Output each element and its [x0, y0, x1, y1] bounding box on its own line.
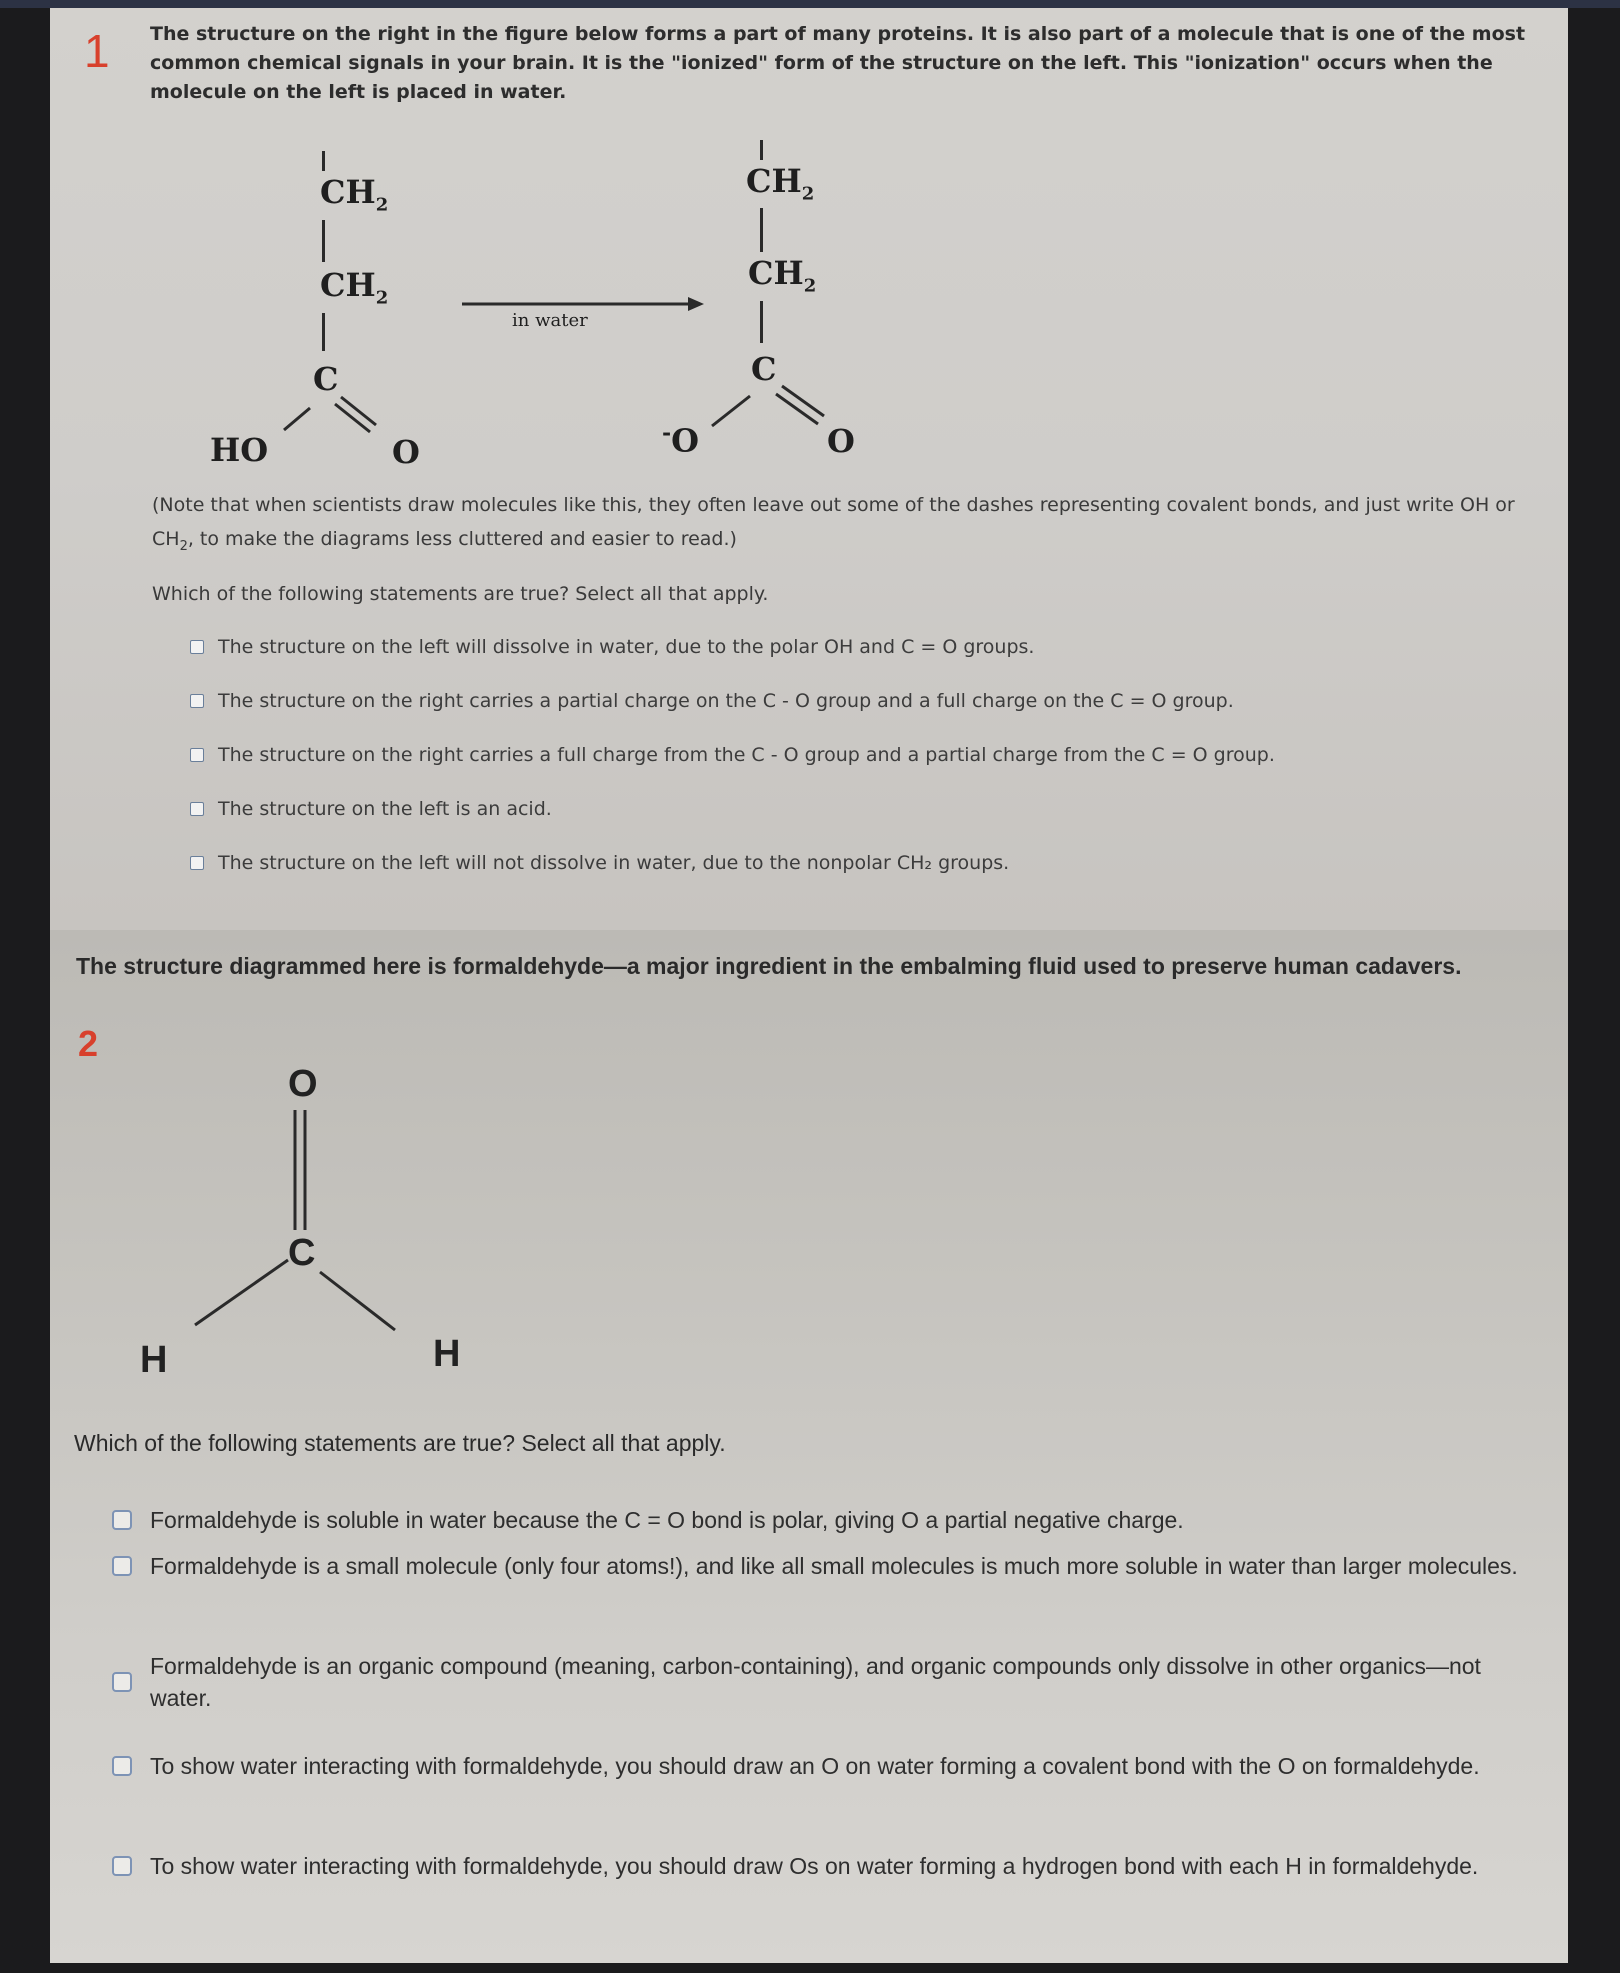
checkbox[interactable]	[190, 694, 204, 708]
checkbox[interactable]	[112, 1756, 132, 1776]
answer-option[interactable]	[190, 690, 1234, 712]
answer-option[interactable]	[112, 1750, 1532, 1782]
carbon-atom: C	[313, 360, 339, 398]
option-label: The structure on the right carries a partial charge on the C - O group and a full charge on the C = O group.	[218, 690, 1234, 712]
bond-line	[760, 301, 763, 343]
checkbox[interactable]	[190, 802, 204, 816]
ch2-group: $CH_2$	[746, 162, 815, 205]
question-prompt: Which of the following statements are true? Select all that apply.	[152, 583, 769, 605]
option-label: To show water interacting with formaldehyde, you should draw Os on water forming a hydrogen bond with each H in formaldehyde.	[150, 1853, 1479, 1879]
checkbox[interactable]	[190, 856, 204, 870]
ch2-group: $CH_2$	[748, 254, 817, 297]
question-intro: The structure on the right in the figure below forms a part of many proteins. It is also part of a molecule that is one of the most common chemical signals in your brain. It is the "ionized" form of the structure on the left. This "ionization" occurs when the molecule on the left is placed in water.	[150, 23, 1526, 103]
question-prompt: Which of the following statements are true? Select all that apply.	[74, 1430, 726, 1456]
answer-option[interactable]	[112, 1504, 1532, 1536]
answer-option[interactable]	[112, 1850, 1532, 1882]
option-label: The structure on the left is an acid.	[218, 798, 552, 820]
hydrogen-atom: H	[433, 1333, 461, 1375]
option-label: Formaldehyde is an organic compound (meaning, carbon-containing), and organic compounds only dissolve in other organics—not water.	[150, 1653, 1481, 1711]
checkbox[interactable]	[190, 640, 204, 654]
question-1-panel	[50, 8, 1568, 930]
option-label: To show water interacting with formaldehyde, you should draw an O on water forming a covalent bond with the O on formaldehyde.	[150, 1753, 1480, 1779]
ionized-oxygen: -O	[662, 420, 700, 460]
checkbox[interactable]	[112, 1510, 132, 1530]
note-text: (Note that when scientists draw molecules like this, they often leave out some of the dashes representing covalent bonds, and just write OH or $CH_2$, to make the diagrams less cluttered and easier to read.)	[152, 494, 1515, 554]
checkbox[interactable]	[112, 1856, 132, 1876]
checkbox[interactable]	[112, 1672, 132, 1692]
carbon-atom: C	[288, 1232, 316, 1274]
answer-option[interactable]	[190, 744, 1275, 766]
bond-line	[760, 208, 763, 252]
carbon-atom: C	[751, 350, 777, 388]
checkbox[interactable]	[190, 748, 204, 762]
checkbox[interactable]	[112, 1556, 132, 1576]
option-label: The structure on the right carries a full charge from the C - O group and a partial charge from the C = O group.	[218, 744, 1275, 766]
oxygen-atom: O	[827, 422, 855, 460]
answer-option[interactable]	[112, 1550, 1532, 1582]
answer-option[interactable]	[112, 1650, 1532, 1714]
answer-option[interactable]	[190, 852, 1009, 874]
bond-lines	[50, 8, 470, 488]
option-label: The structure on the left will not dissolve in water, due to the nonpolar CH₂ groups.	[218, 852, 1010, 874]
bond-lines	[50, 930, 570, 1390]
answer-option[interactable]	[190, 798, 552, 820]
question-number: 2	[78, 1023, 99, 1064]
question-intro: The structure diagrammed here is formaldehyde—a major ingredient in the embalming fluid used to preserve human cadavers.	[76, 953, 1462, 979]
top-bar	[0, 0, 1620, 8]
oxygen-atom: O	[288, 1063, 318, 1105]
oxygen-atom: O	[392, 433, 420, 471]
arrow-label: in water	[512, 310, 588, 331]
option-label: The structure on the left will dissolve in water, due to the polar OH and C = O groups.	[218, 636, 1035, 658]
bond-line	[760, 140, 763, 160]
hydroxyl-group: HO	[210, 431, 269, 469]
answer-option[interactable]	[190, 636, 1034, 658]
question-2-panel	[50, 930, 1568, 1963]
question-number: 1	[84, 25, 110, 77]
ch2-group: $CH_2$	[320, 266, 389, 309]
ch2-group: $CH_2$	[320, 173, 389, 216]
hydrogen-atom: H	[140, 1339, 168, 1381]
option-label: Formaldehyde is a small molecule (only four atoms!), and like all small molecules is much more soluble in water than larger molecules.	[150, 1553, 1518, 1579]
option-label: Formaldehyde is soluble in water because the C = O bond is polar, giving O a partial negative charge.	[150, 1507, 1184, 1533]
